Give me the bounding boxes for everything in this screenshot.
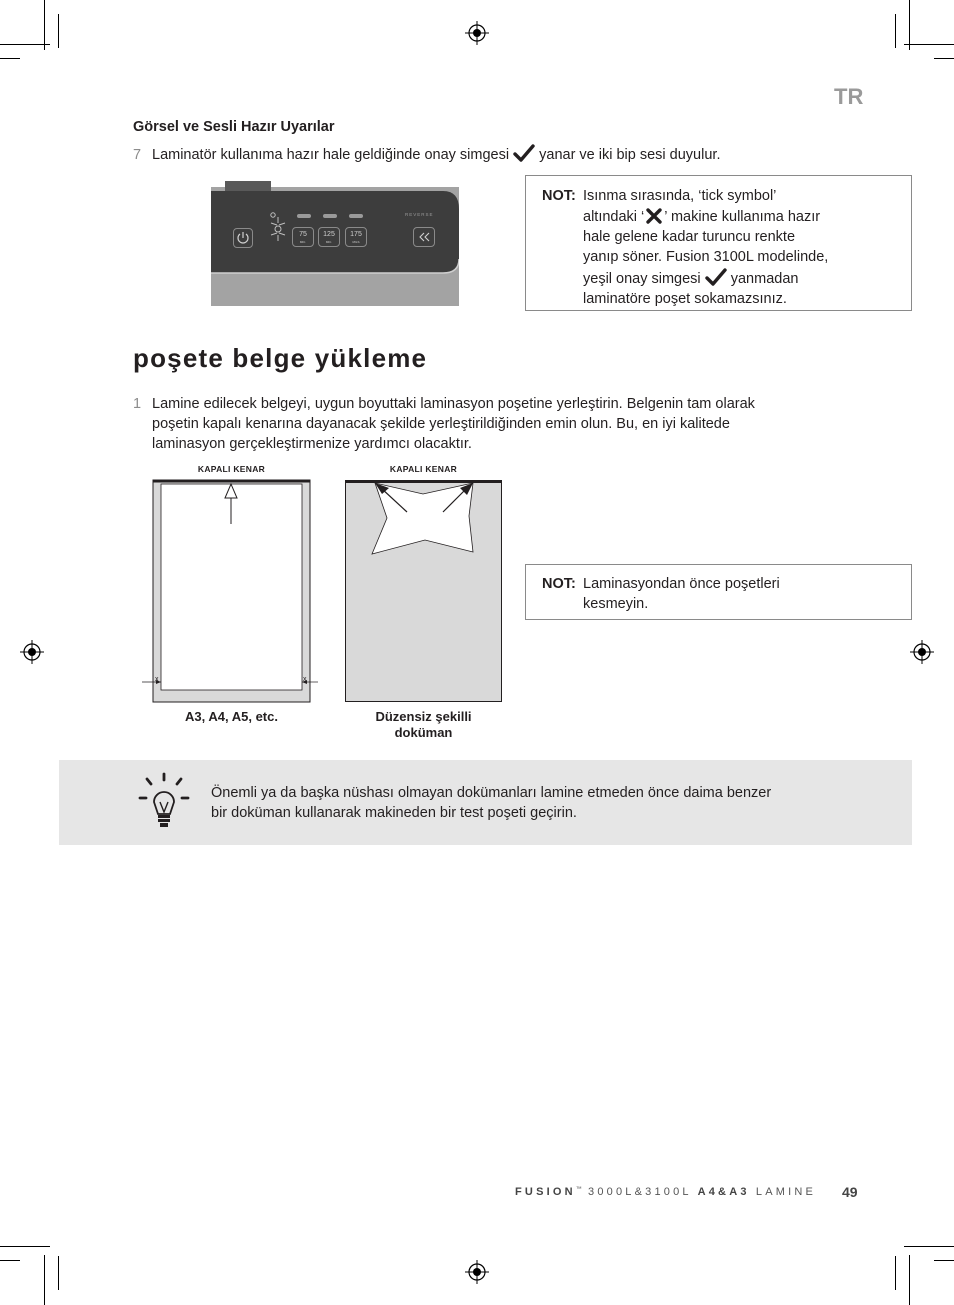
note-line xyxy=(583,206,901,227)
temp-button-125[interactable] xyxy=(318,227,340,247)
sealed-edge-label-left: KAPALI KENAR xyxy=(197,464,266,474)
check-icon xyxy=(513,143,535,163)
note-text xyxy=(583,186,901,309)
footer-sizes: A4&A3 xyxy=(697,1186,750,1198)
footer-title xyxy=(515,1186,816,1198)
note-line: hale gelene kadar turuncu renkte xyxy=(583,229,796,245)
step-7 xyxy=(133,143,853,165)
temp-button-label: 75 xyxy=(299,231,307,238)
page-number: 49 xyxy=(842,1184,858,1200)
caption-line: Düzensiz şekilli xyxy=(375,709,472,724)
note-line: yanıp söner. Fusion 3100L modelinde, xyxy=(583,249,829,265)
temp-button-sublabel: MIC. xyxy=(325,240,333,244)
note-line xyxy=(583,267,901,289)
step-1 xyxy=(133,394,853,454)
footer-suffix: LAMINE xyxy=(749,1186,817,1198)
check-icon xyxy=(705,267,727,287)
note-label: NOT: xyxy=(542,576,576,592)
double-chevron-left-icon xyxy=(414,228,434,246)
standard-document-pouch-diagram xyxy=(140,478,320,704)
note-text xyxy=(583,574,901,614)
step-number: 1 xyxy=(133,396,142,412)
note-line-part: yanmadan xyxy=(730,271,799,287)
note-box-cutting xyxy=(525,564,912,620)
footer-tm: ™ xyxy=(575,1186,582,1193)
note-line-part: yeşil onay simgesi xyxy=(583,271,701,287)
caption-standard-sizes: A3, A4, A5, etc. xyxy=(185,709,278,724)
step-line: Lamine edilecek belgeyi, uygun boyuttaki laminasyon poşetine yerleştirin. Belgenin tam olarak xyxy=(152,396,755,412)
temp-button-sublabel: MILS xyxy=(352,240,360,244)
tip-line: Önemli ya da başka nüshası olmayan dokümanları lamine etmeden önce daima benzer xyxy=(211,785,772,801)
note-line: Isınma sırasında, ‘tick symbol’ xyxy=(583,188,777,204)
temp-button-175[interactable] xyxy=(345,227,367,247)
control-panel-illustration xyxy=(211,181,459,306)
note-label: NOT: xyxy=(542,188,576,204)
tip-line: bir doküman kullanarak makineden bir test poşeti geçirin. xyxy=(211,805,577,821)
reverse-button[interactable] xyxy=(413,227,435,247)
main-heading: poşete belge yükleme xyxy=(133,343,428,373)
note-line-part: ’ makine kullanıma hazır xyxy=(664,209,821,225)
reverse-label: REVERSE xyxy=(405,212,434,217)
tip-text xyxy=(211,783,851,823)
temp-button-75[interactable] xyxy=(292,227,314,247)
sealed-edge-label-right: KAPALI KENAR xyxy=(389,464,458,474)
step-line: poşetin kapalı kenarına dayanacak şekilde yerleştirildiğinden emin olun. Bu, en iyi kalitede xyxy=(152,416,730,432)
caption-irregular-document xyxy=(345,709,502,741)
cross-icon xyxy=(644,206,664,226)
registration-mark-right-icon xyxy=(910,640,934,664)
temp-button-label: 175 xyxy=(350,231,362,238)
step-text-after: yanar ve iki bip sesi duyulur. xyxy=(539,147,721,163)
temp-button-sublabel: MIC. xyxy=(299,240,307,244)
irregular-document-pouch-diagram xyxy=(345,480,502,702)
step-number: 7 xyxy=(133,147,142,163)
note-line-part: altındaki ‘ xyxy=(583,209,645,225)
footer-brand: FUSION xyxy=(515,1186,576,1198)
temp-button-label: 125 xyxy=(323,231,335,238)
section-title: Görsel ve Sesli Hazır Uyarılar xyxy=(133,119,335,135)
caption-line: doküman xyxy=(394,725,453,740)
footer-models: 3000L&3100L xyxy=(581,1186,698,1198)
registration-mark-left-icon xyxy=(20,640,44,664)
lightbulb-icon xyxy=(138,772,190,832)
note-line: Laminasyondan önce poşetleri xyxy=(583,576,780,592)
power-icon xyxy=(234,229,252,247)
note-line: kesmeyin. xyxy=(583,596,649,612)
language-tag: TR xyxy=(834,84,864,109)
note-line: laminatöre poşet sokamazsınız. xyxy=(583,291,787,307)
registration-mark-bottom-icon xyxy=(465,1260,489,1284)
registration-mark-top-icon xyxy=(465,21,489,45)
step-line: laminasyon gerçekleştirmenize yardımcı olacaktır. xyxy=(152,436,472,452)
power-button[interactable] xyxy=(233,228,253,248)
step-text-before: Laminatör kullanıma hazır hale geldiğinde onay simgesi xyxy=(152,147,510,163)
margin-mark-right: x xyxy=(303,676,307,683)
margin-mark-left: x xyxy=(155,676,159,683)
note-box-warmup xyxy=(525,175,912,311)
